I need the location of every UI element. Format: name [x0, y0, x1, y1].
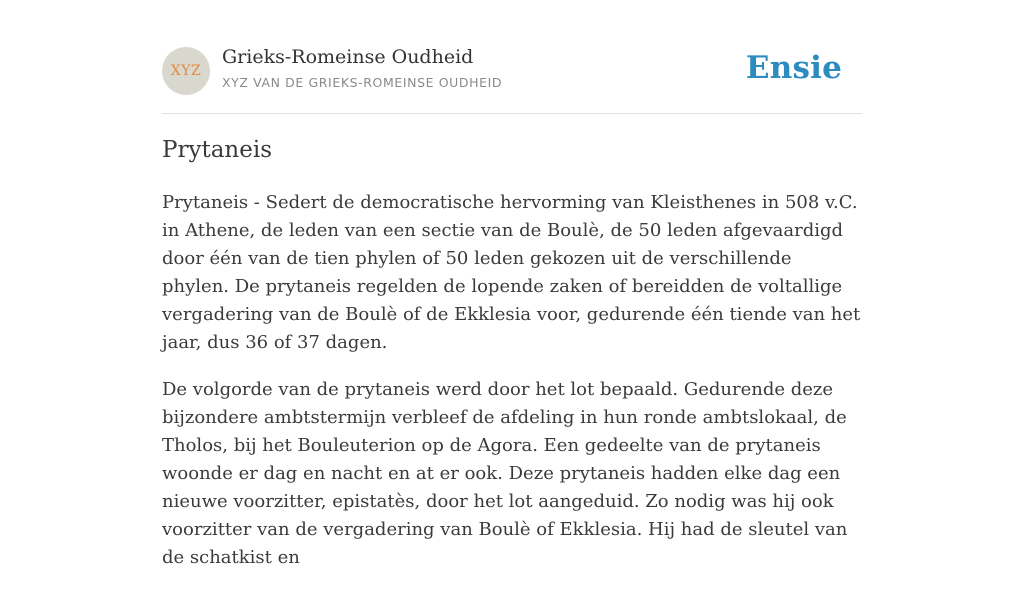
header — [162, 0, 862, 114]
blog-subtitle: XYZ VAN DE GRIEKS-ROMEINSE OUDHEID — [222, 75, 503, 90]
blog-title[interactable]: Grieks-Romeinse Oudheid — [222, 46, 474, 68]
article-body — [162, 189, 862, 591]
page-container — [162, 0, 862, 568]
avatar[interactable] — [162, 47, 210, 95]
page-title: Prytaneis — [162, 137, 273, 163]
article-paragraph: Prytaneis - Sedert de democratische hervorming van Kleisthenes in 508 v.C. in Athene, de leden van een sectie van de Boulè, de 50 leden afgevaardigd door één van de tien phylen of 50 leden gekozen uit de verschillende phylen. De prytaneis regelden de lopende zaken of bereidden de voltallige vergadering van de Boulè of de Ekklesia voor, gedurende één tiende van het jaar, dus 36 of 37 dagen. — [162, 192, 861, 353]
avatar-initials: XYZ — [170, 63, 202, 79]
brand-logo[interactable]: Ensie — [745, 50, 842, 86]
article-paragraph: De volgorde van de prytaneis werd door het lot bepaald. Gedurende deze bijzondere ambtstermijn verbleef de afdeling in hun ronde ambtslokaal, de Tholos, bij het Bouleuterion op de Agora. Een gedeelte van de prytaneis woonde er dag en nacht en at er ook. Deze prytaneis hadden elke dag een nieuwe voorzitter, epistatès, door het lot aangeduid. Zo nodig was hij ook voorzitter van de vergadering van Boulè of Ekklesia. Hij had de sleutel van de schatkist en — [162, 379, 848, 568]
